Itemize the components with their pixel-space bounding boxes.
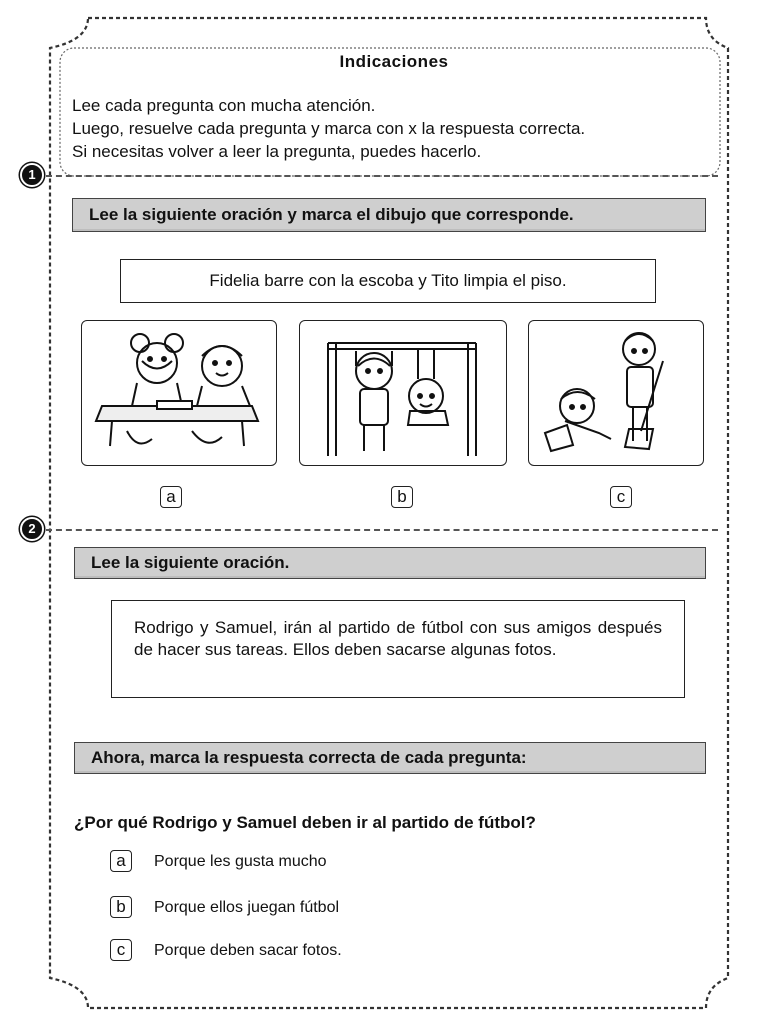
answer-b-checkbox[interactable]: b [110,896,132,918]
option-b-checkbox[interactable]: b [391,486,413,508]
picture-b[interactable] [299,320,507,466]
children-sweeping-and-cleaning-illustration [529,321,702,464]
section-1-sentence: Fidelia barre con la escoba y Tito limpia el piso. [120,259,656,303]
section-1-number: 1 [20,163,44,187]
answer-b-text: Porque ellos juegan fútbol [154,899,340,916]
answer-c-checkbox[interactable]: c [110,939,132,961]
section-2-divider [46,529,718,531]
picture-c[interactable] [528,320,704,466]
picture-a[interactable] [81,320,277,466]
answer-c-text: Porque deben sacar fotos. [154,942,342,959]
option-a-checkbox[interactable]: a [160,486,182,508]
reading-passage: Rodrigo y Samuel, irán al partido de fútbol con sus amigos después de hacer sus tareas. Ellos deben sacarse algunas fotos. [111,600,685,698]
instruction-line-1: Lee cada pregunta con mucha atención. [72,96,376,115]
option-c-checkbox[interactable]: c [610,486,632,508]
instructions-title: Indicaciones [339,52,449,71]
instruction-line-2: Luego, resuelve cada pregunta y marca con x la respuesta correcta. [72,119,586,138]
children-on-monkey-bars-illustration [300,321,505,464]
section-1-header: Lee la siguiente oración y marca el dibujo que corresponde. [72,198,706,232]
children-at-desk-illustration [82,321,275,464]
answer-instructions-header: Ahora, marca la respuesta correcta de cada pregunta: [74,742,706,774]
answer-a-checkbox[interactable]: a [110,850,132,872]
instruction-line-3: Si necesitas volver a leer la pregunta, puedes hacerlo. [72,142,482,161]
answer-a-text: Porque les gusta mucho [154,853,327,870]
section-2-number: 2 [20,517,44,541]
section-1-divider [46,175,718,177]
question-text: ¿Por qué Rodrigo y Samuel deben ir al partido de fútbol? [74,813,536,832]
section-2-header: Lee la siguiente oración. [74,547,706,579]
